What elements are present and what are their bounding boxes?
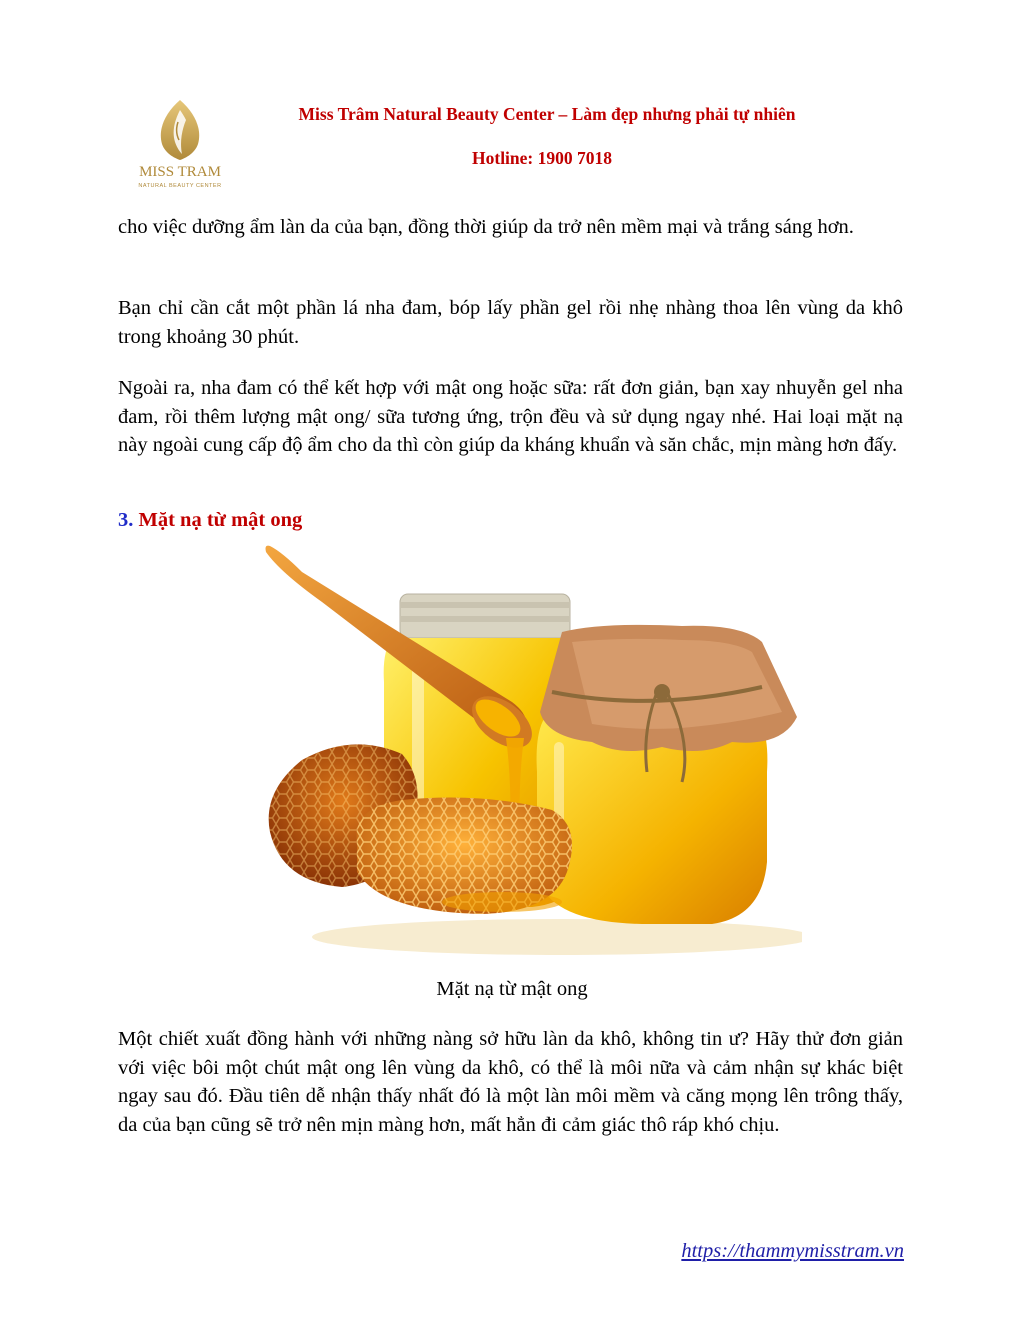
paragraph-4: Một chiết xuất đồng hành với những nàng sở hữu làn da khô, không tin ư? Hãy thử đơn giản với việc bôi một chút mật ong lên vùng da khô, có thể là môi nữa và cảm nhận sự khác biệt ngay sau đó. Đầu tiên dễ nhận thấy nhất đó là một làn môi mềm và căng mọng lên trông thấy, da của bạn cũng sẽ trở nên mịn màng hơn, mất hẳn đi cảm giác thô ráp khó chịu. [118,1028,903,1136]
paragraph-3: Ngoài ra, nha đam có thể kết hợp với mật ong hoặc sữa: rất đơn giản, bạn xay nhuyễn gel nha đam, rồi thêm lượng mật ong/ sữa tương ứng, trộn đều và sử dụng ngay nhé. Hai loại mặt nạ này ngoài cung cấp độ ẩm cho da thì còn giúp da kháng khuẩn và săn chắc, mịn màng hơn đấy. [118,377,903,456]
header-hotline: Hotline: 1900 7018 [472,148,612,168]
section-title: Mặt nạ từ mật ong [138,509,303,531]
website-link[interactable]: https://thammymisstram.vn [681,1240,904,1262]
logo-tagline: NATURAL BEAUTY CENTER [138,183,222,189]
figure-caption: Mặt nạ từ mật ong [436,978,588,1000]
section-number: 3. [118,509,134,531]
honey-jar-illustration [262,542,802,956]
header-title: Miss Trâm Natural Beauty Center – Làm đẹp nhưng phải tự nhiên [298,104,796,124]
logo-name: MISS TRAM [139,164,221,180]
section-heading [118,509,302,532]
paragraph-1: cho việc dưỡng ẩm làn da của bạn, đồng thời giúp da trở nên mềm mại và trắng sáng hơn. [118,216,854,238]
paragraph-2: Bạn chỉ cần cắt một phần lá nha đam, bóp lấy phần gel rồi nhẹ nhàng thoa lên vùng da khô trong khoảng 30 phút. [118,297,903,348]
